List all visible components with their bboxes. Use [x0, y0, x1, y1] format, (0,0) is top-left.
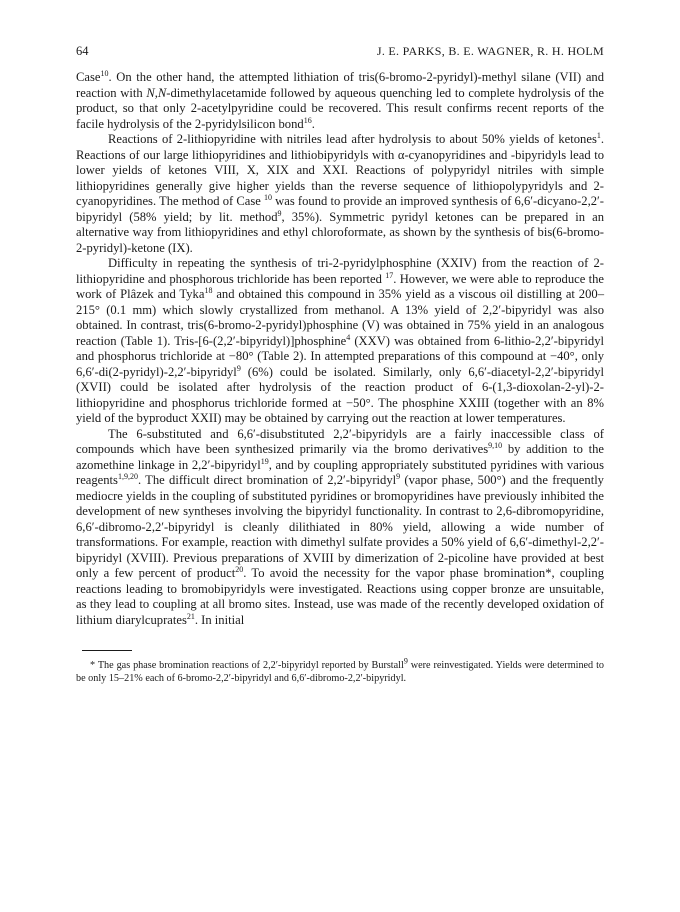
reference-superscript: 9,10	[488, 440, 503, 450]
footnote-divider	[82, 650, 132, 651]
journal-page	[76, 44, 604, 685]
reference-superscript: 18	[204, 285, 213, 295]
reference-superscript: 9	[403, 656, 408, 666]
text-run: . In initial	[194, 612, 245, 627]
text-run: Difficulty in repeating the synthesis of tri-2-pyridylphosphine (XXIV) from the reaction of 2-lithiopyridine and phosphorous trichloride has been reported	[76, 256, 604, 286]
paragraph	[76, 132, 604, 256]
page-number: 64	[76, 44, 89, 58]
paragraph	[76, 427, 604, 629]
text-run: The 6-substituted and 6,6′-disubstituted 2,2′-bipyridyls are a fairly inaccessible class of compounds which have been synthesized primarily via the bromo derivatives	[76, 426, 604, 456]
text-run: -dimethylacetamide followed by aqueous quenching led to complete hydrolysis of the product, so that only 2-acetylpyridine could be recovered. This result confirms recent reports of the facile hydrolysis of the 2-pyridylsilicon bond	[76, 85, 604, 131]
text-run: . To avoid the necessity for the vapor phase bromination*, coupling reactions leading to bromobipyridyls were investigated. Reactions using copper bronze are unsuitable, as they lead to coupling at all bromo sites. Instead, use was made of the recently developed oxidation of lithium diarylcuprates	[76, 566, 604, 627]
reference-superscript: 9	[396, 471, 401, 481]
text-run: .	[311, 116, 315, 131]
text-run: Reactions of 2-lithiopyridine with nitriles lead after hydrolysis to about 50% yields of ketones	[108, 132, 597, 146]
paragraph	[76, 70, 604, 132]
running-head	[76, 44, 604, 62]
reference-superscript: 10	[100, 68, 109, 78]
text-run: . However, we were able to reproduce the work of Plâzek and Tyka	[76, 271, 604, 301]
paragraph	[76, 256, 604, 427]
text-run: (vapor phase, 500°) and the frequently mediocre yields in the coupling of substituted pyridines or bromopyridines have previously inhibited the development of new syntheses involving the bipyridyl functionality. In contrast to 2,6-dibromopyridine, 6,6′-dibromo-2,2′-bipyridyl is cleanly dilithiated in 80% yield, allowing a wide number of transformations. For example, reaction with dimethyl sulfate provides a 50% yield of 6,6′-dimethyl-2,2′-bipyridyl (XVIII). Previous preparations of XVIII by dimerization of 2-picoline have provided at best only a few percent of product	[76, 473, 604, 580]
text-run: was found to provide an improved synthesis of 6,6′-dicyano-2,2′-bipyridyl (58% yield; by lit. method	[76, 194, 604, 224]
text-run: . On the other hand, the attempted lithiation of tris(6-bromo-2-pyridyl)-methyl silane (VII) and reaction with	[76, 70, 604, 100]
text-run: * The gas phase bromination reactions of 2,2′-bipyridyl reported by Burstall	[90, 660, 404, 671]
text-run: , and by coupling appropriately substituted pyridines with various reagents	[76, 457, 605, 487]
text-run: . Reactions of our large lithiopyridines and lithiobipyridyls with α-cyanopyridines and -bipyridyls lead to lower yields of ketones VIII, X, XIX and XXI. Reactions of polypyridyl nitriles with simple lithiopyridines generally give higher yields than the reverse sequence of lithiopolypyridyls and 2-cyanopyridines. The method of Case	[76, 132, 604, 208]
reference-superscript: 9	[236, 363, 241, 373]
text-run: were reinvestigated. Yields were determined to be only 15–21% each of 6-bromo-2,2′-bipyridyl and 6,6′-dibromo-2,2′-bipyridyl.	[76, 660, 604, 684]
reference-superscript: 21	[186, 611, 195, 621]
reference-superscript: 9	[277, 208, 282, 218]
reference-superscript: 16	[303, 115, 312, 125]
footnote	[76, 656, 604, 685]
reference-superscript: 4	[346, 332, 351, 342]
text-run: and obtained this compound in 35% yield as a viscous oil distilling at 200–215° (0.1 mm) which slowly crystallized from methanol. A 13% yield of 2,2′-bipyridyl was also obtained. In contrast, tris(6-bromo-2-pyridyl)phosphine (V) was obtained in 75% yield in an analogous reaction (Table 1). Tris-[6-(2,2′-bipyridyl)]phosphine	[76, 287, 604, 348]
reference-superscript: 1	[596, 130, 601, 140]
body-text	[76, 70, 604, 628]
reference-superscript: 17	[385, 270, 394, 280]
reference-superscript: 19	[260, 456, 269, 466]
text-run: (6%) could be isolated. Similarly, only 6,6′-diacetyl-2,2′-bipyridyl (XVII) could be isolated after hydrolysis of the reaction product of 6-(1,3-dioxolan-2-yl)-2-lithiopyridine and phosphorus trichloride formed at −50°. The phosphine XXIII (together with an 8% yield of the byproduct XXII) may be obtained by carrying out the reaction at lower temperatures.	[76, 364, 604, 425]
reference-superscript: 10	[264, 192, 273, 202]
running-head-authors: J. E. PARKS, B. E. WAGNER, R. H. HOLM	[376, 44, 604, 58]
text-run: (XXV) was obtained from 6-lithio-2,2′-bipyridyl and phosphorus trichloride at −80° (Table 2). In attempted preparations of this compound at −40°, only 6,6′-di(2-pyridyl)-2,2′-bipyridyl	[76, 333, 604, 379]
text-run: , 35%). Symmetric pyridyl ketones can be prepared in an alternative way from lithiopyridines and ethyl chloroformate, as shown by the synthesis of bis(6-bromo-2-pyridyl)-ketone (IX).	[76, 209, 604, 255]
text-run: . The difficult direct bromination of 2,2′-bipyridyl	[137, 473, 397, 487]
text-run: Case	[76, 70, 101, 84]
italic-text: N,N	[146, 85, 167, 100]
text-run: by addition to the azomethine linkage in 2,2′-bipyridyl	[76, 442, 604, 472]
reference-superscript: 1,9,20	[117, 471, 138, 481]
reference-superscript: 20	[235, 564, 244, 574]
